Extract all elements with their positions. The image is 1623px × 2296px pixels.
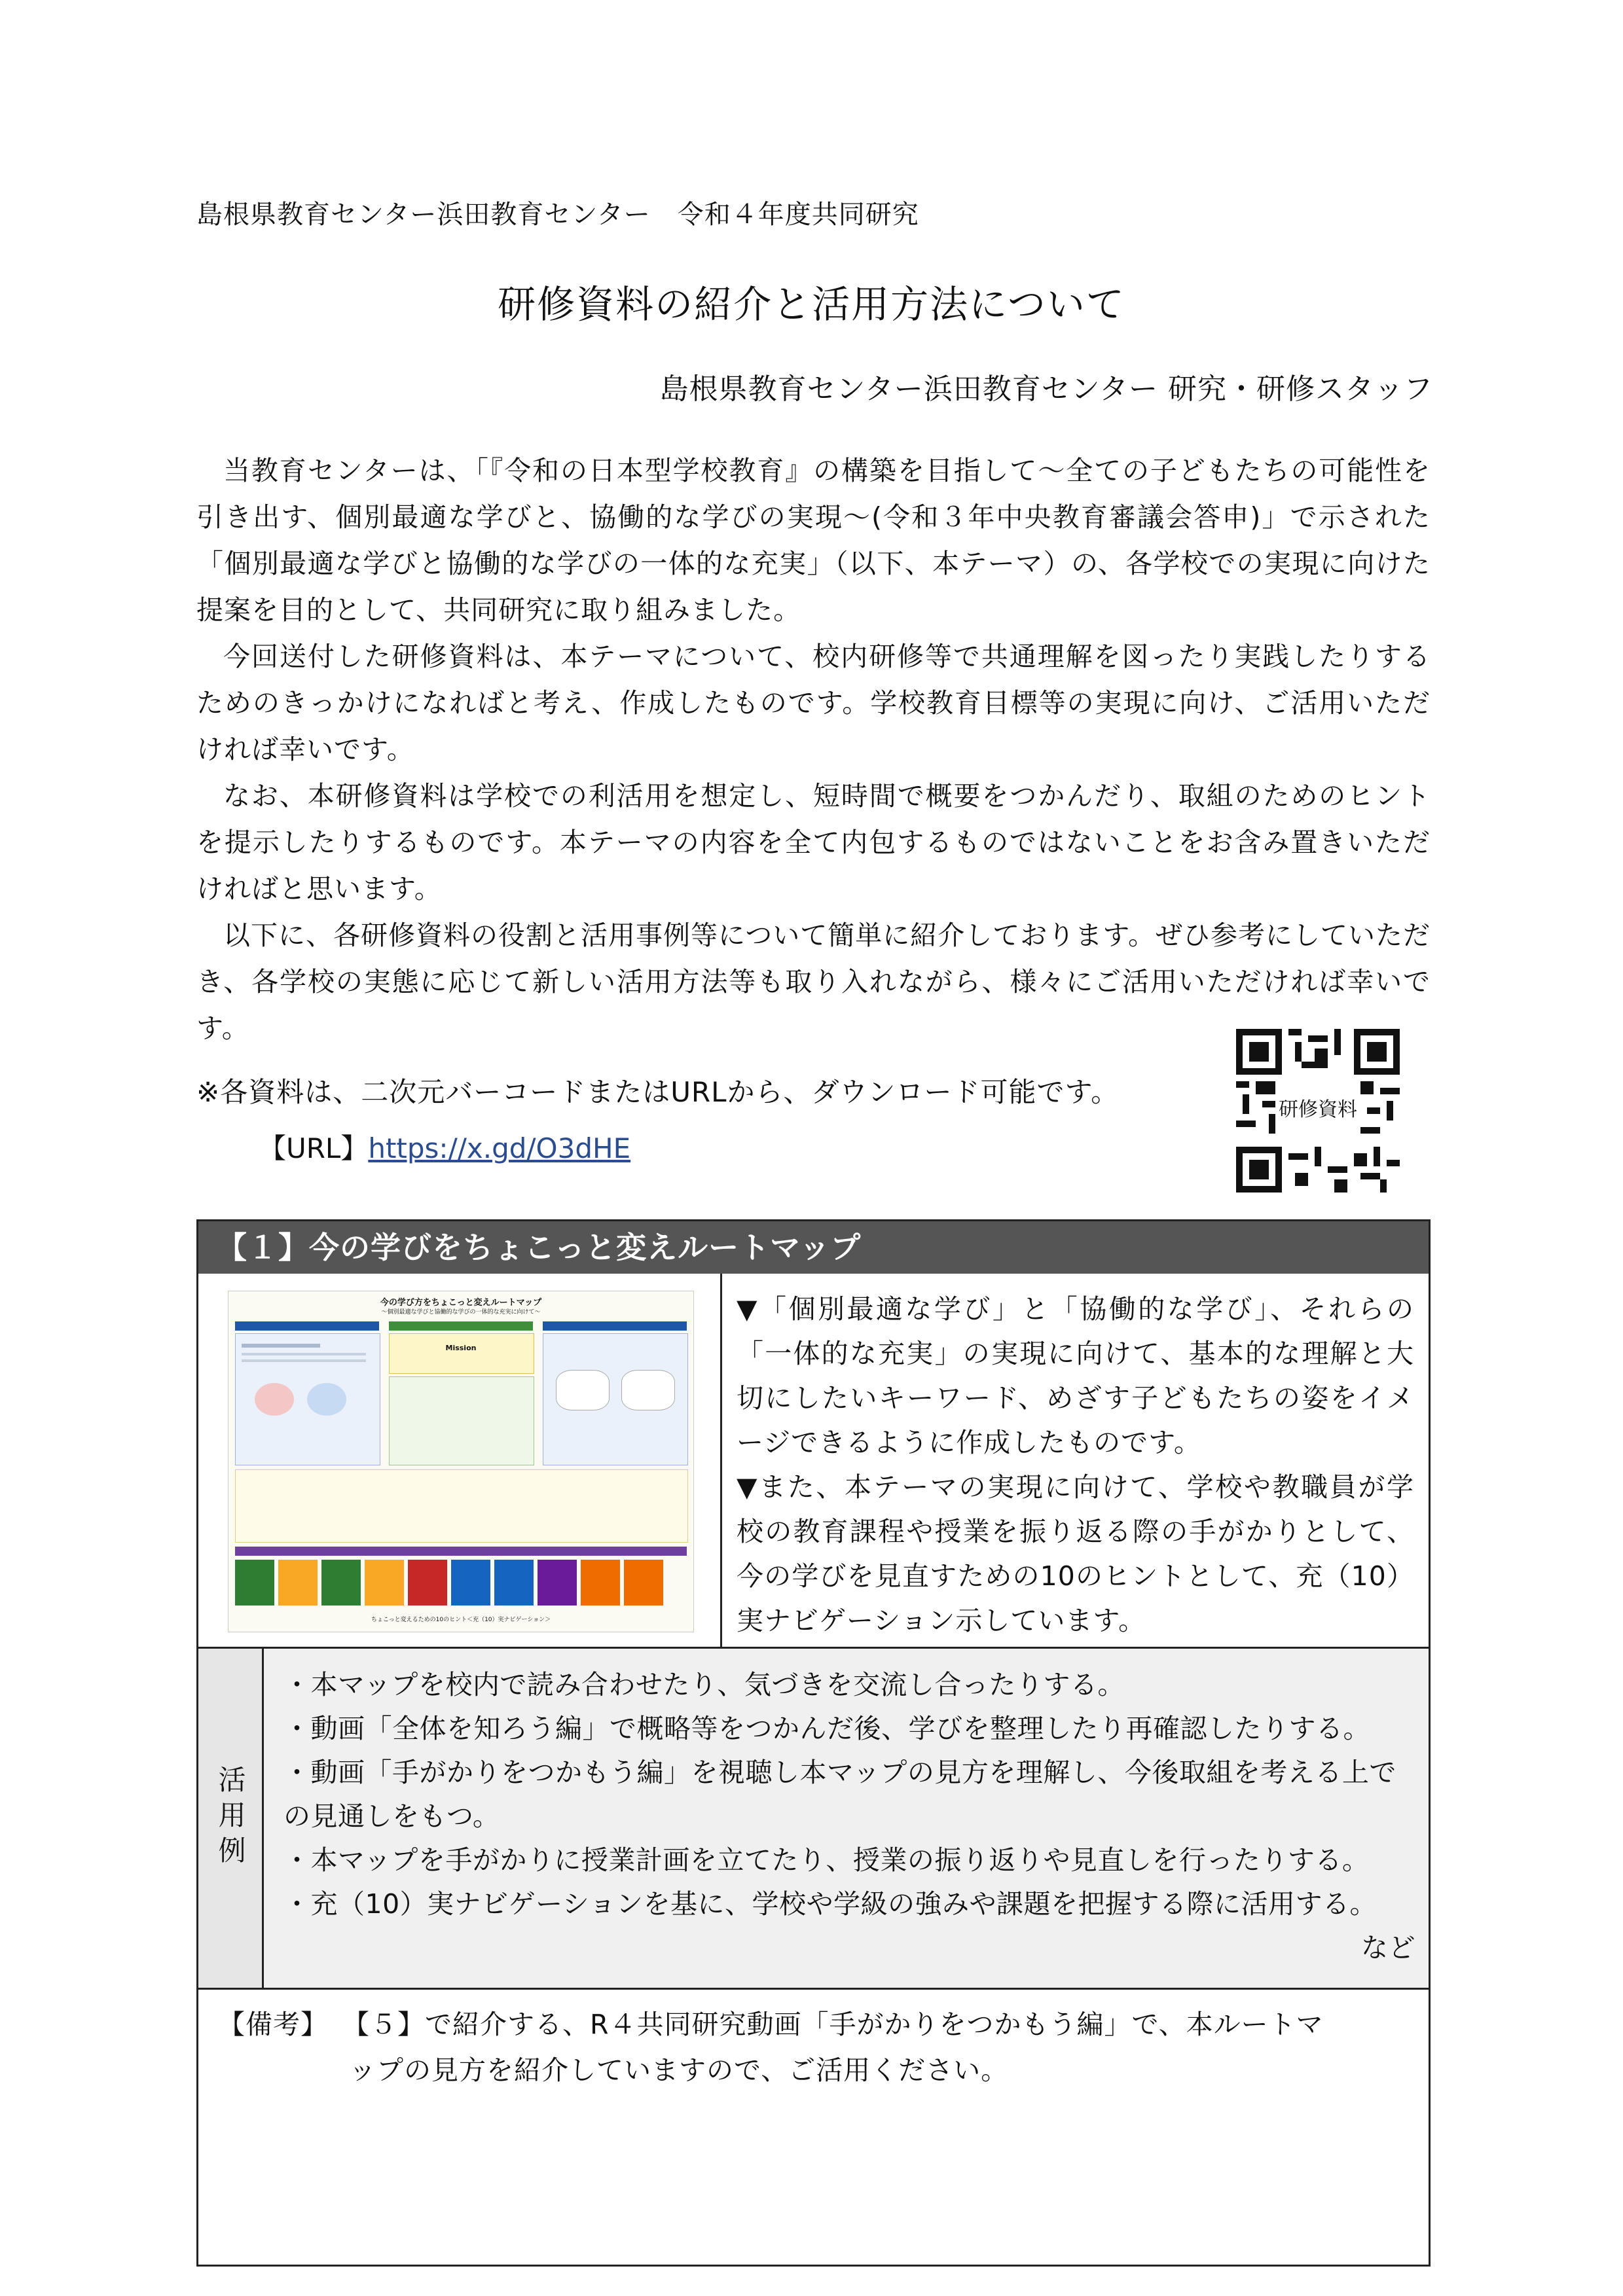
qr-code-icon [1236, 1029, 1400, 1193]
thumbnail-mission: Mission [445, 1344, 477, 1352]
example-item: ・動画「手がかりをつかもう編」を視聴し本マップの見方を理解し、今後取組を考える上での見通しをもつ。 [283, 1757, 1396, 1832]
paragraph: 当教育センターは、「『令和の日本型学校教育』の構築を目指して～全ての子どもたちの可能性を引き出す、個別最適な学びと、協働的な学びの実現～(令和３年中央教育審議会答申)」で示された「個別最適な学びと協働的な学びの一体的な充実」（以下、本テーマ）の、各学校での実現に向けた提案を目的として、共同研究に取り組みました。 [196, 455, 1431, 626]
remark-cell [198, 1990, 1429, 2265]
example-label: 活用例 [214, 1765, 247, 1871]
paragraph: 今回送付した研修資料は、本テーマについて、校内研修等で共通理解を図ったり実践したりするためのきっかけになればと考え、作成したものです。学校教育目標等の実現に向け、ご活用いただければ幸いです。 [196, 641, 1431, 765]
thumbnail-title: 今の学び方をちょこっと変えルートマップ [380, 1298, 542, 1308]
description-item: ▼また、本テーマの実現に向けて、学校や教職員が学校の教育課程や授業を振り返る際の手がかりとして、今の学びを見直すための10のヒントとして、充（10）実ナビゲーション示しています。 [737, 1471, 1414, 1636]
qr-label: 研修資料 [1279, 1098, 1357, 1121]
examples-cell [264, 1649, 1429, 1990]
download-note: ※各資料は、二次元バーコードまたはURLから、ダウンロード可能です。 [196, 1076, 1120, 1108]
section-route-map [196, 1219, 1431, 2267]
example-item: ・本マップを手がかりに授業計画を立てたり、授業の振り返りや見直しを行ったりする。 [283, 1844, 1370, 1876]
paragraph: 以下に、各研修資料の役割と活用事例等について簡単に紹介しております。ぜひ参考にしていただき、各学校の実態に応じて新しい活用方法等も取り入れながら、様々にご活用いただければ幸いです。 [196, 920, 1431, 1044]
url-line [259, 1127, 630, 1166]
example-label-cell [198, 1649, 264, 1990]
description-cell [722, 1274, 1429, 1649]
thumbnail-cell [198, 1274, 722, 1649]
download-link[interactable]: https://x.gd/O3dHE [368, 1132, 631, 1164]
paragraph: なお、本研修資料は学校での利活用を想定し、短時間で概要をつかんだり、取組のためのヒントを提示したりするものです。本テーマの内容を全て内包するものではないことをお含み置きいただければと思います。 [196, 780, 1431, 905]
url-label: 【URL】 [259, 1132, 369, 1164]
thumbnail-footer: ちょこっと変えるための10のヒント＜充（10）実ナビゲーション＞ [371, 1617, 551, 1623]
remark-label: 【備考】 [218, 2009, 328, 2040]
example-item: ・本マップを校内で読み合わせたり、気づきを交流し合ったりする。 [283, 1669, 1125, 1700]
remark-text-cont: ップの見方を紹介していますので、ご活用ください。 [349, 2054, 1009, 2086]
examples-end: など [1361, 1932, 1415, 1964]
description-item: ▼「個別最適な学び」と「協働的な学び」、それらの「一体的な充実」の実現に向けて、基本的な理解と大切にしたいキーワード、めざす子どもたちの姿をイメージできるように作成したものです。 [737, 1293, 1414, 1458]
org-line: 島根県教育センター浜田教育センター 令和４年度共同研究 [196, 200, 919, 230]
example-item: ・動画「全体を知ろう編」で概略等をつかんだ後、学びを整理したり再確認したりする。 [283, 1713, 1370, 1744]
section-heading: 【１】今の学びをちょこっと変えルートマップ [198, 1221, 1429, 1274]
intro-body [196, 448, 1431, 1052]
author-line: 島根県教育センター浜田教育センター 研究・研修スタッフ [659, 372, 1433, 406]
route-map-thumbnail [228, 1291, 694, 1632]
remark-text: 【５】で紹介する、R４共同研究動画「手がかりをつかもう編」で、本ルートマ [342, 2009, 1324, 2040]
example-item: ・充（10）実ナビゲーションを基に、学校や学級の強みや課題を把握する際に活用する。 [283, 1888, 1377, 1920]
page-title: 研修資料の紹介と活用方法について [498, 282, 1125, 327]
thumbnail-subtitle: ～個別最適な学びと協働的な学びの一体的な充実に向けて～ [381, 1309, 541, 1316]
